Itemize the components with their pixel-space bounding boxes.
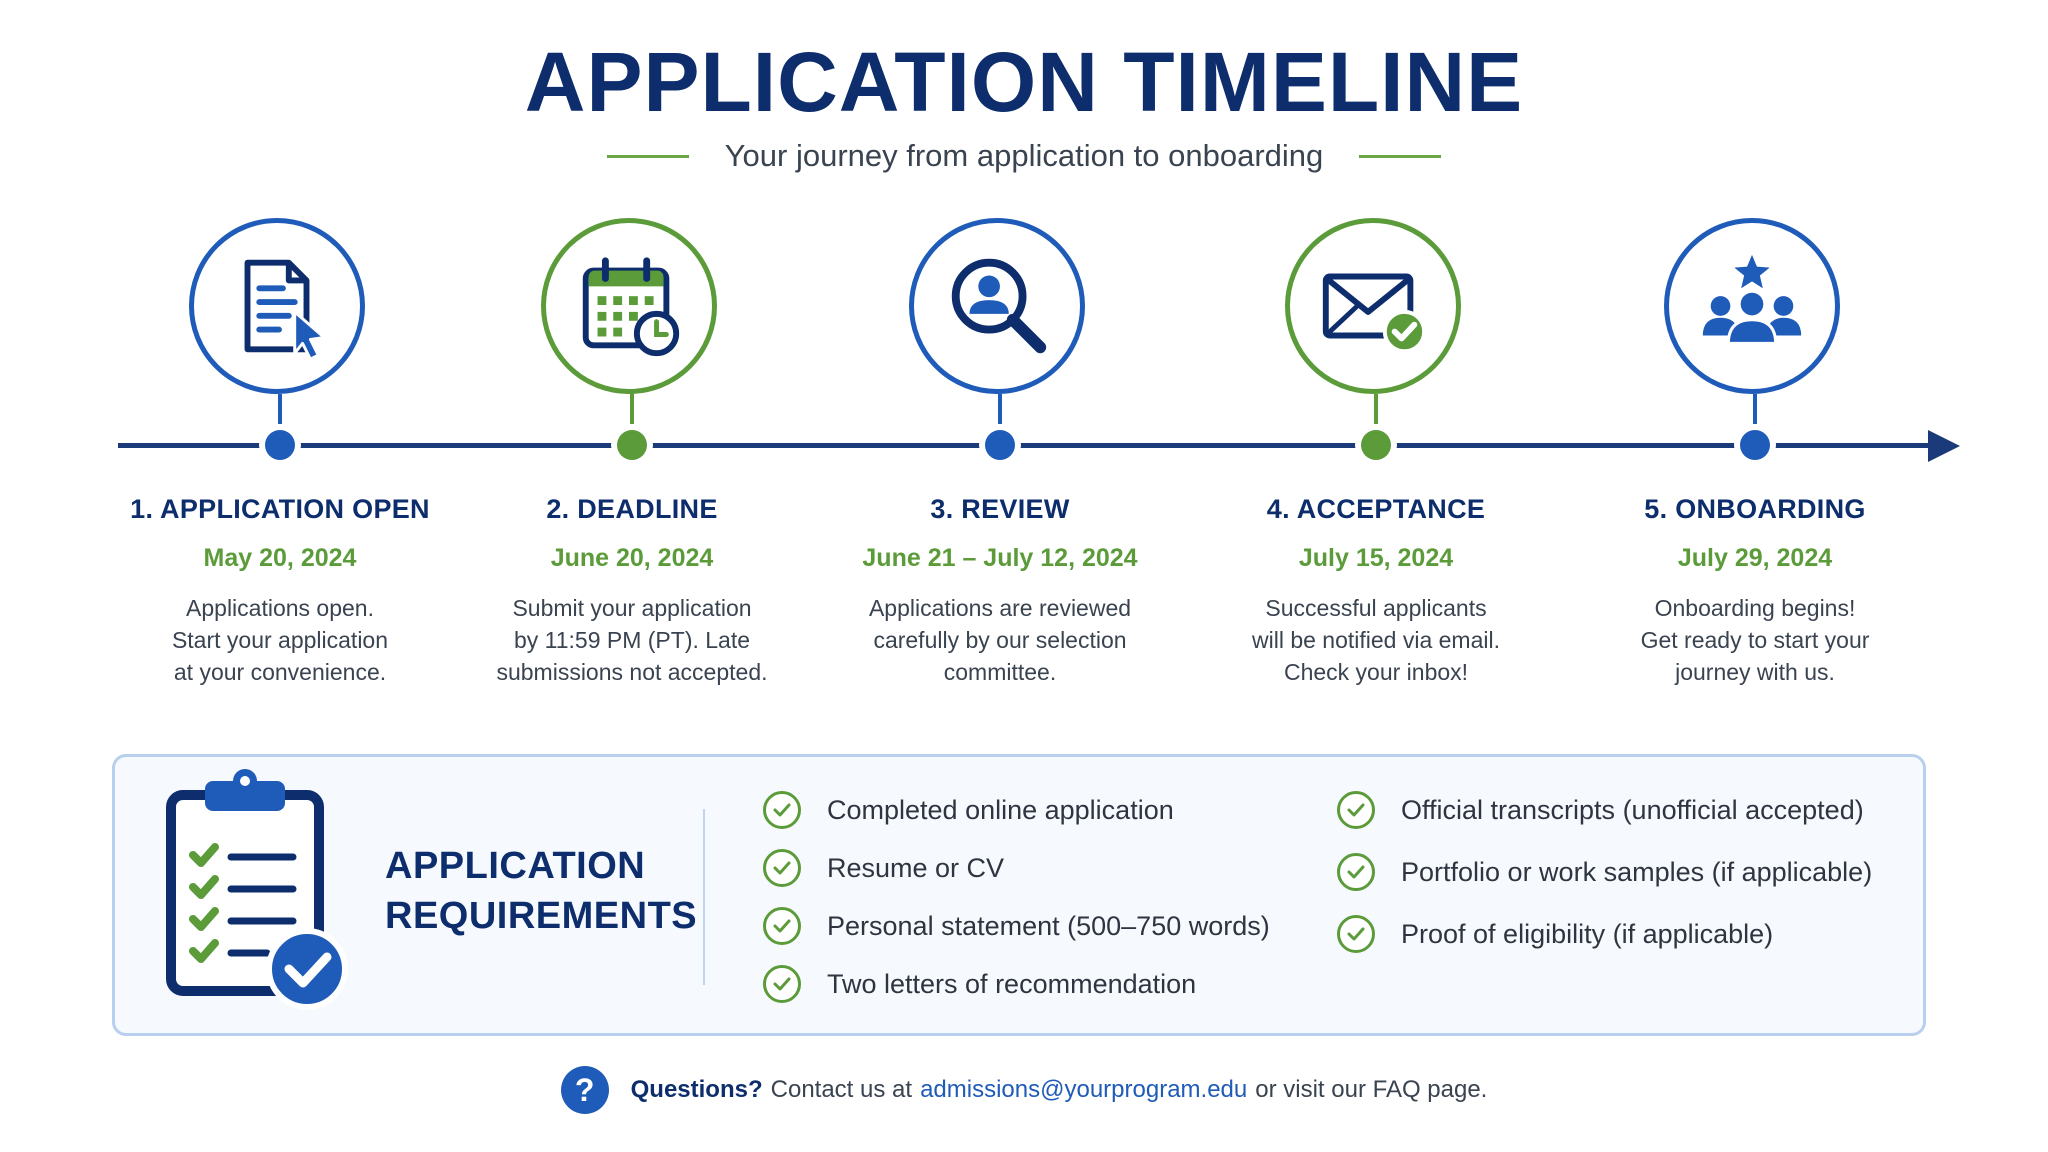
requirement-item: Portfolio or work samples (if applicable) xyxy=(1337,853,1872,891)
subtitle-row xyxy=(0,136,2048,176)
timeline-dot xyxy=(617,430,647,460)
requirements-divider xyxy=(703,809,705,985)
requirement-item: Two letters of recommendation xyxy=(763,965,1196,1003)
step-description: Applications open. Start your application at your convenience. xyxy=(171,595,389,685)
step-date: July 29, 2024 xyxy=(1677,544,1833,572)
questions-label: Questions? xyxy=(630,1076,763,1103)
subtitle-divider-right xyxy=(1359,155,1441,158)
requirement-item: Personal statement (500–750 words) xyxy=(763,907,1270,945)
timeline-dot xyxy=(985,430,1015,460)
requirements-title: APPLICATION REQUIREMENTS xyxy=(385,845,698,937)
timeline-dot xyxy=(265,430,295,460)
check-circle-icon xyxy=(763,791,801,829)
page-subtitle: Your journey from application to onboarding xyxy=(724,138,1324,173)
step-date: June 20, 2024 xyxy=(550,544,714,572)
clipboard-checklist-icon xyxy=(155,765,355,1015)
envelope-check-icon xyxy=(1314,247,1432,365)
step-description: Onboarding begins! Get ready to start your journey with us. xyxy=(1640,595,1870,685)
step-title: 2. DEADLINE xyxy=(546,494,718,524)
subtitle-divider-left xyxy=(607,155,689,158)
check-circle-icon xyxy=(1337,791,1375,829)
question-icon: ? xyxy=(561,1066,609,1114)
step-date: July 15, 2024 xyxy=(1298,544,1454,572)
step-date: May 20, 2024 xyxy=(203,544,357,572)
page-title: APPLICATION TIMELINE xyxy=(524,35,1524,129)
step-description: Successful applicants will be notified via email. Check your inbox! xyxy=(1251,595,1500,685)
step-description: Submit your application by 11:59 PM (PT). Late submissions not accepted. xyxy=(496,595,768,685)
step-title: 3. REVIEW xyxy=(930,494,1070,524)
email-link[interactable]: admissions@yourprogram.edu xyxy=(920,1076,1248,1103)
requirement-item: Official transcripts (unofficial accepted) xyxy=(1337,791,1864,829)
check-circle-icon xyxy=(763,849,801,887)
timeline-axis xyxy=(118,443,1948,448)
step-title: 4. ACCEPTANCE xyxy=(1266,494,1486,524)
requirement-item: Proof of eligibility (if applicable) xyxy=(1337,915,1773,953)
step-icon-circle xyxy=(909,218,1085,394)
requirement-item: Completed online application xyxy=(763,791,1174,829)
step-icon-circle xyxy=(1664,218,1840,394)
step-date: June 21 – July 12, 2024 xyxy=(862,544,1138,572)
timeline-dot xyxy=(1740,430,1770,460)
step-icon-circle xyxy=(1285,218,1461,394)
step-description: Applications are reviewed carefully by our selection committee. xyxy=(868,595,1132,685)
step-icon-circle xyxy=(189,218,365,394)
check-circle-icon xyxy=(1337,915,1375,953)
magnifier-person-icon xyxy=(938,247,1056,365)
step-icon-circle xyxy=(541,218,717,394)
footer-text-before: Contact us at xyxy=(770,1076,913,1103)
requirement-item: Resume or CV xyxy=(763,849,1004,887)
check-circle-icon xyxy=(763,965,801,1003)
check-circle-icon xyxy=(1337,853,1375,891)
requirements-panel xyxy=(112,754,1926,1036)
footer-text-after: or visit our FAQ page. xyxy=(1255,1076,1488,1103)
step-title: 5. ONBOARDING xyxy=(1644,494,1866,524)
check-circle-icon xyxy=(763,907,801,945)
step-title: 1. APPLICATION OPEN xyxy=(130,494,430,524)
timeline-dot xyxy=(1361,430,1391,460)
timeline-arrow-icon xyxy=(1928,430,1960,462)
team-star-icon xyxy=(1693,247,1811,365)
document-cursor-icon xyxy=(218,247,336,365)
calendar-clock-icon xyxy=(570,247,688,365)
footer-contact xyxy=(0,1066,2048,1114)
